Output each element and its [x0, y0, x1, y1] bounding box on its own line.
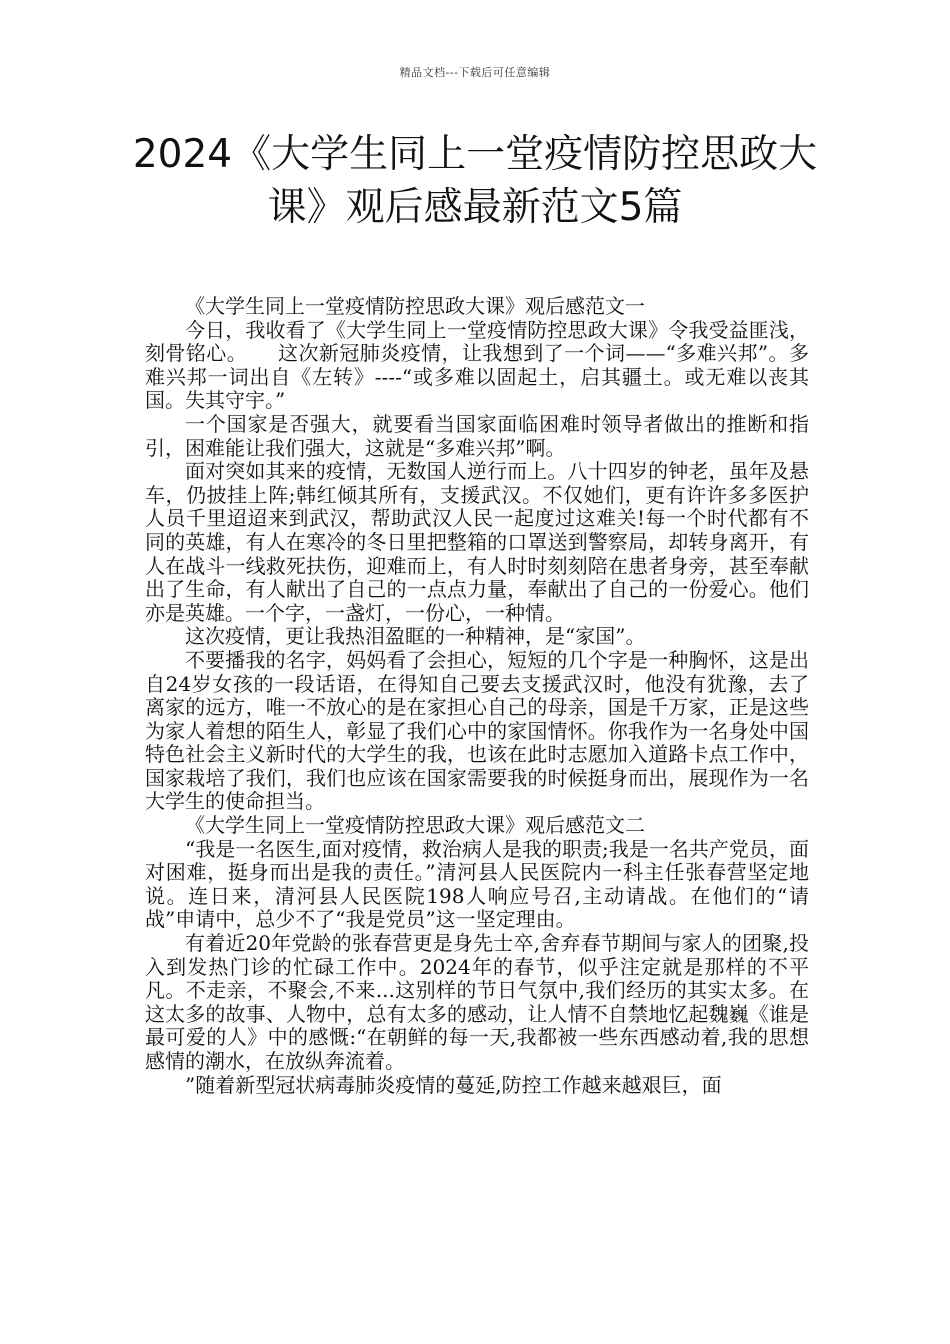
paragraph: 这次疫情，更让我热泪盈眶的一种精神，是“家国”。: [185, 624, 646, 649]
paragraph: 有着近20年党龄的张春营更是身先士卒,舍弃春节期间与家人的团聚,投入到发热门诊的忙碌工作中。2024年的春节，似乎注定就是那样的不平凡。不走亲，不聚会,不来...这别样的节日气氛中,我们经历的其实太多。在这太多的故事、人物中，总有太多的感动，让人情不自禁地忆起魏巍《谁是最可爱的人》中的感慨:“在朝鲜的每一天,我都被一些东西感动着,我的思想感情的潮水，在放纵奔流着。: [145, 931, 809, 1073]
paragraph: 一个国家是否强大，就要看当国家面临困难时领导者做出的推断和指引，困难能让我们强大，这就是“多难兴邦”啊。: [145, 411, 809, 460]
paragraph: ”随着新型冠状病毒肺炎疫情的蔓延,防控工作越来越艰巨，面: [185, 1072, 722, 1097]
header-note: 精品文档---下载后可任意编辑: [399, 66, 551, 79]
section-heading: 《大学生同上一堂疫情防控思政大课》观后感范文二: [185, 813, 645, 838]
section-heading: 《大学生同上一堂疫情防控思政大课》观后感范文一: [185, 294, 645, 318]
paragraph: 面对突如其来的疫情，无数国人逆行而上。八十四岁的钟老，虽年及悬车，仍披挂上阵;韩红倾其所有，支援武汉。不仅她们，更有许许多多医护人员千里迢迢来到武汉，帮助武汉人民一起度过这难关!每一个时代都有不同的英雄，有人在寒冷的冬日里把整箱的口罩送到警察局，却转身离开，有人在战斗一线救死扶伤，迎难而上，有人时时刻刻陪在患者身旁，甚至奉献出了生命，有人献出了自己的一点点力量，奉献出了自己的一份爱心。他们亦是英雄。一个字，一盏灯，一份心，一种情。: [145, 459, 809, 625]
document-body: [145, 295, 809, 1097]
paragraph: 今日，我收看了《大学生同上一堂疫情防控思政大课》令我受益匪浅，刻骨铭心。 这次新冠肺炎疫情，让我想到了一个词——“多难兴邦”。多难兴邦一词出自《左转》----“或多难以固起土，启其疆土。或无难以丧其国。失其守宇。”: [145, 317, 809, 413]
paragraph: 不要播我的名字，妈妈看了会担心，短短的几个字是一种胸怀，这是出自24岁女孩的一段话语，在得知自己要去支援武汉时，他没有犹豫，去了离家的远方，唯一不放心的是在家担心自己的母亲，国是千万家，正是这些为家人着想的陌生人，彰显了我们心中的家国情怀。你我作为一名身处中国特色社会主义新时代的大学生的我，也该在此时志愿加入道路卡点工作中，国家栽培了我们，我们也应该在国家需要我的时候挺身而出，展现作为一名大学生的使命担当。: [145, 647, 809, 814]
document-title: 2024《大学生同上一堂疫情防控思政大课》观后感最新范文5篇: [132, 132, 818, 230]
paragraph: “我是一名医生,面对疫情，救治病人是我的职责;我是一名共产党员，面对困难，挺身而出是我的责任。”清河县人民医院内一科主任张春营坚定地说。连日来，清河县人民医院198人响应号召,主动请战。在他们的“请战”申请中，总少不了“我是党员”这一坚定理由。: [145, 836, 809, 932]
